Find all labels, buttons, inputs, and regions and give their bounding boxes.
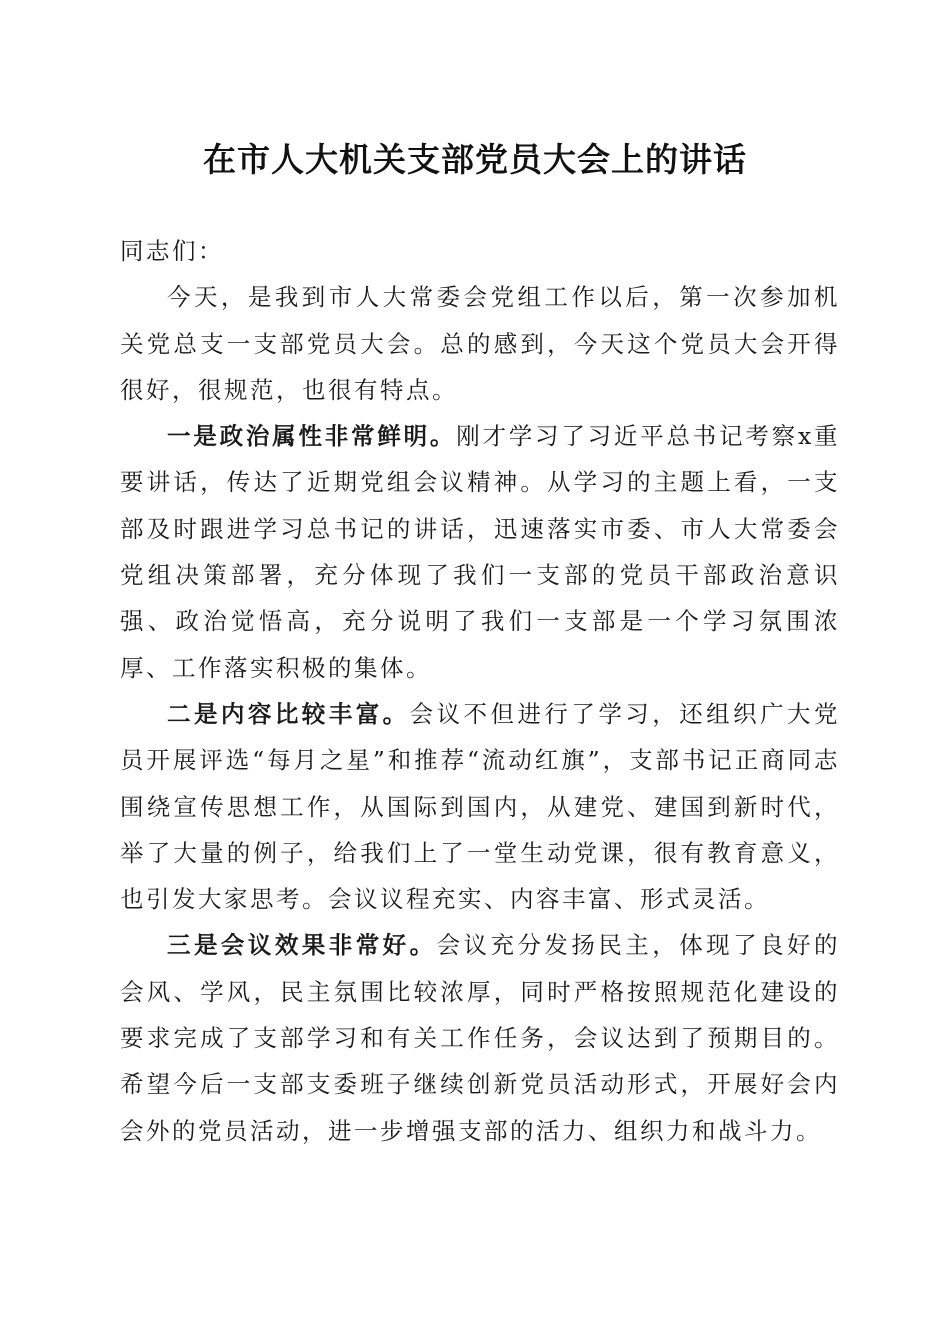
paragraph-text: 会议不但进行了学习，还组织广大党员开展评选“每月之星”和推荐“流动红旗”，支部书记正商同志围绕宣传思想工作，从国际到国内，从建党、建国到新时代，举了大量的例子，给我们上了一堂生动党课，很有教育意义，也引发大家思考。会议议程充实、内容丰富、形式灵活。 bbox=[120, 699, 840, 914]
paragraph-point-one bbox=[120, 413, 840, 691]
paragraph-text: 今天，是我到市人大常委会党组工作以后，第一次参加机关党总支一支部党员大会。总的感到，今天这个党员大会开得很好，很规范，也很有特点。 bbox=[120, 283, 840, 404]
paragraph-point-two bbox=[120, 691, 840, 922]
paragraph-opening bbox=[120, 274, 840, 413]
paragraph-lead: 二是内容比较丰富。 bbox=[167, 699, 410, 728]
paragraph-point-three bbox=[120, 922, 840, 1153]
paragraph-text: 会议充分发扬民主，体现了良好的会风、学风，民主氛围比较浓厚，同时严格按照规范化建设的要求完成了支部学习和有关工作任务，会议达到了预期目的。希望今后一支部支委班子继续创新党员活动形式，开展好会内会外的党员活动，进一步增强支部的活力、组织力和战斗力。 bbox=[120, 931, 841, 1145]
document-title: 在市人大机关支部党员大会上的讲话 bbox=[203, 140, 747, 179]
paragraph-lead: 三是会议效果非常好。 bbox=[167, 931, 437, 960]
document-body bbox=[120, 228, 840, 1154]
greeting: 同志们： bbox=[120, 237, 224, 265]
paragraph-text: 刚才学习了习近平总书记考察x重要讲话，传达了近期党组会议精神。从学习的主题上看，一支部及时跟进学习总书记的讲话，迅速落实市委、市人大常委会党组决策部署，充分体现了我们一支部的党员干部政治意识强、政治觉悟高，充分说明了我们一支部是一个学习氛围浓厚、工作落实积极的集体。 bbox=[120, 422, 840, 682]
paragraph-lead: 一是政治属性非常鲜明。 bbox=[167, 422, 457, 451]
